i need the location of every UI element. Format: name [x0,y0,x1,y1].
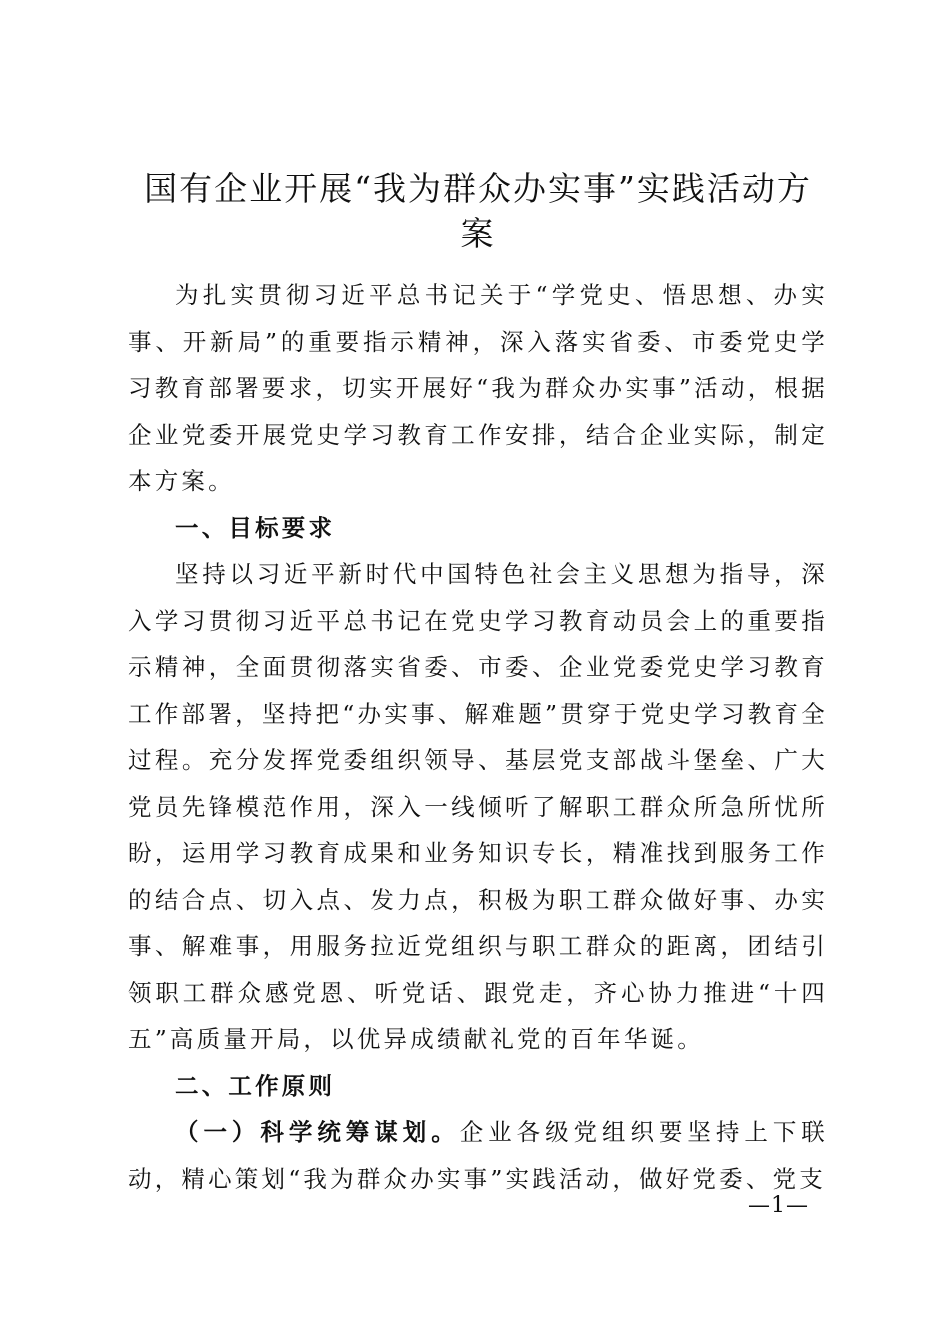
document-body [128,272,828,1202]
intro-paragraph: 为扎实贯彻习近平总书记关于“学党史、悟思想、办实事、开新局”的重要指示精神，深入落实省委、市委党史学习教育部署要求，切实开展好“我为群众办实事”活动，根据企业党委开展党史学习教育工作安排，结合企业实际，制定本方案。 [128,281,828,495]
principle-item-1 [128,1109,828,1202]
section-heading-goals: 一、目标要求 [175,513,336,542]
goals-paragraph: 坚持以习近平新时代中国特色社会主义思想为指导，深入学习贯彻习近平总书记在党史学习教育动员会上的重要指示精神，全面贯彻落实省委、市委、企业党委党史学习教育工作部署，坚持把“办实事、解难题”贯穿于党史学习教育全过程。充分发挥党委组织领导、基层党支部战斗堡垒、广大党员先锋模范作用，深入一线倾听了解职工群众所急所忧所盼，运用学习教育成果和业务知识专长，精准找到服务工作的结合点、切入点、发力点，积极为职工群众做好事、办实事、解难事，用服务拉近党组织与职工群众的距离，团结引领职工群众感党恩、听党话、跟党走，齐心协力推进“十四五”高质量开局，以优异成绩献礼党的百年华诞。 [128,560,828,1053]
principle-item-1-lead: （一）科学统筹谋划。 [175,1118,460,1146]
section-heading-principles: 二、工作原则 [175,1071,336,1100]
principle-item-1-text: 企业各级党组织要坚持上下联动，精心策划“我为群众办实事”实践活动，做好党委、党支 [128,1118,829,1193]
document-title: 国有企业开展“我为群众办实事”实践活动方案 [144,169,812,253]
page-number: —1— [748,1193,809,1218]
